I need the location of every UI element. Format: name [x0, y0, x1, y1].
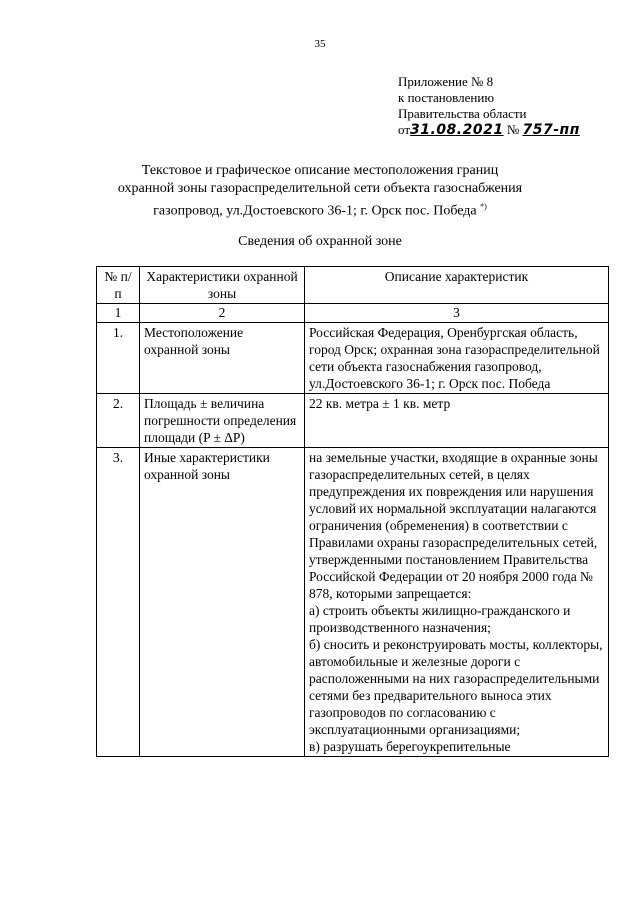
appendix-line: Правительства области: [398, 106, 527, 121]
row-characteristic: Местоположение охранной зоны: [140, 323, 305, 394]
restriction-item: в) разрушать берегоукрепительные: [309, 739, 511, 754]
restriction-item: а) строить объекты жилищно-гражданского и производственного назначения;: [309, 603, 571, 635]
column-number: 3: [305, 304, 609, 323]
title-line: охранной зоны газораспределительной сети объекта газоснабжения: [117, 181, 523, 196]
row-description: Российская Федерация, Оренбургская область, город Орск; охранная зона газораспределительной сети объекта газоснабжения газопровод, ул.Достоевского 36-1; г. Орск пос. Победа: [305, 323, 609, 394]
appendix-line: к постановлению: [398, 90, 495, 105]
row-number: 1.: [97, 323, 140, 394]
appendix-date-line: [398, 122, 628, 138]
date-prefix: от: [398, 122, 411, 137]
table-row: [97, 448, 609, 757]
row-description: 22 кв. метра ± 1 кв. метр: [305, 394, 609, 448]
row-number: 3.: [97, 448, 140, 757]
row-number: 2.: [97, 394, 140, 448]
handwritten-number: 757-пп: [522, 122, 580, 138]
header-characteristics: Характеристики охранной зоны: [140, 267, 305, 304]
footnote-mark: *): [480, 202, 487, 211]
handwritten-date: 31.08.2021: [410, 122, 504, 138]
row-characteristic: Иные характеристики охранной зоны: [140, 448, 305, 757]
column-number: 2: [140, 304, 305, 323]
number-prefix: №: [506, 122, 520, 137]
title-line-last: [80, 198, 560, 221]
table-header-row: [97, 267, 609, 304]
table-row: [97, 323, 609, 394]
header-description: Описание характеристик: [305, 267, 609, 304]
title-line: Текстовое и графическое описание местоположения границ: [141, 163, 499, 178]
zone-table: [96, 266, 609, 757]
row-description: на земельные участки, входящие в охранные зоны газораспределительных сетей, в целях предупреждения их повреждения или нарушения условий их нормальной эксплуатации налагаются ограничения (обременения) в соответствии с Правилами охраны газораспределительных сетей, утвержденными постановлением Правительства Российской Федерации от 20 ноября 2000 года № 878, которыми запрещается:: [309, 450, 598, 601]
row-characteristic: Площадь ± величина погрешности определения площади (P ± ΔP): [140, 394, 305, 448]
page-number: 35: [314, 38, 326, 50]
title-line: газопровод, ул.Достоевского 36-1; г. Орск пос. Победа: [153, 203, 477, 219]
document-title: [80, 162, 560, 221]
section-title: Сведения об охранной зоне: [238, 234, 402, 249]
header-number: № п/п: [97, 267, 140, 304]
column-number: 1: [97, 304, 140, 323]
column-number-row: [97, 304, 609, 323]
appendix-line: Приложение № 8: [398, 74, 494, 89]
row-description-cell: [305, 448, 609, 757]
restriction-item: б) сносить и реконструировать мосты, коллекторы, автомобильные и железные дороги с расположенными на них газораспределительными сетями без предварительного выноса этих газопроводов по согласованию с эксплуатационными организациями;: [309, 637, 603, 737]
appendix-block: [398, 74, 628, 138]
table-row: [97, 394, 609, 448]
